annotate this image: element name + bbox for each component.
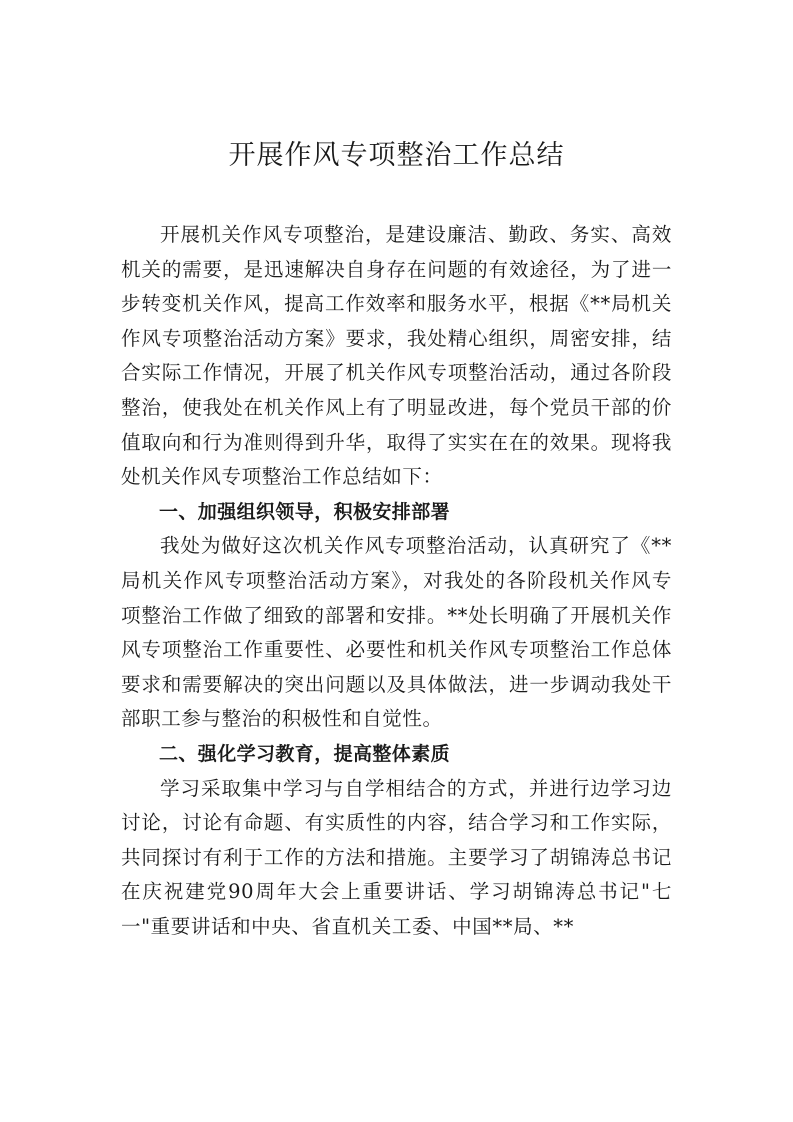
section-heading-2: 二、强化学习教育，提高整体素质 [159, 742, 451, 765]
section-2-paragraph: 学习采取集中学习与自学相结合的方式，并进行边学习边讨论，讨论有命题、有实质性的内容，结合学习和工作实际，共同探讨有利于工作的方法和措施。主要学习了胡锦涛总书记在庆祝建党90周年大会上重要讲话、学习胡锦涛总书记"七一"重要讲话和中央、省直机关工委、中国**局、** [121, 776, 672, 938]
document-body [121, 218, 672, 944]
intro-paragraph: 开展机关作风专项整治，是建设廉洁、勤政、务实、高效机关的需要，是迅速解决自身存在问题的有效途径，为了进一步转变机关作风，提高工作效率和服务水平，根据《**局机关作风专项整治活动方案》要求，我处精心组织，周密安排，结合实际工作情况，开展了机关作风专项整治活动，通过各阶段整治，使我处在机关作风上有了明显改进，每个党员干部的价值取向和行为准则得到升华，取得了实实在在的效果。现将我处机关作风专项整治工作总结如下： [121, 223, 672, 489]
section-heading-1: 一、加强组织领导，积极安排部署 [159, 500, 451, 523]
section-1-paragraph: 我处为做好这次机关作风专项整治活动，认真研究了《**局机关作风专项整治活动方案》，对我处的各阶段机关作风专项整治工作做了细致的部署和安排。**处长明确了开展机关作风专项整治工作重要性、必要性和机关作风专项整治工作总体要求和需要解决的突出问题以及具体做法，进一步调动我处干部职工参与整治的积极性和自觉性。 [121, 534, 672, 731]
document-title: 开展作风专项整治工作总结 [228, 140, 565, 171]
